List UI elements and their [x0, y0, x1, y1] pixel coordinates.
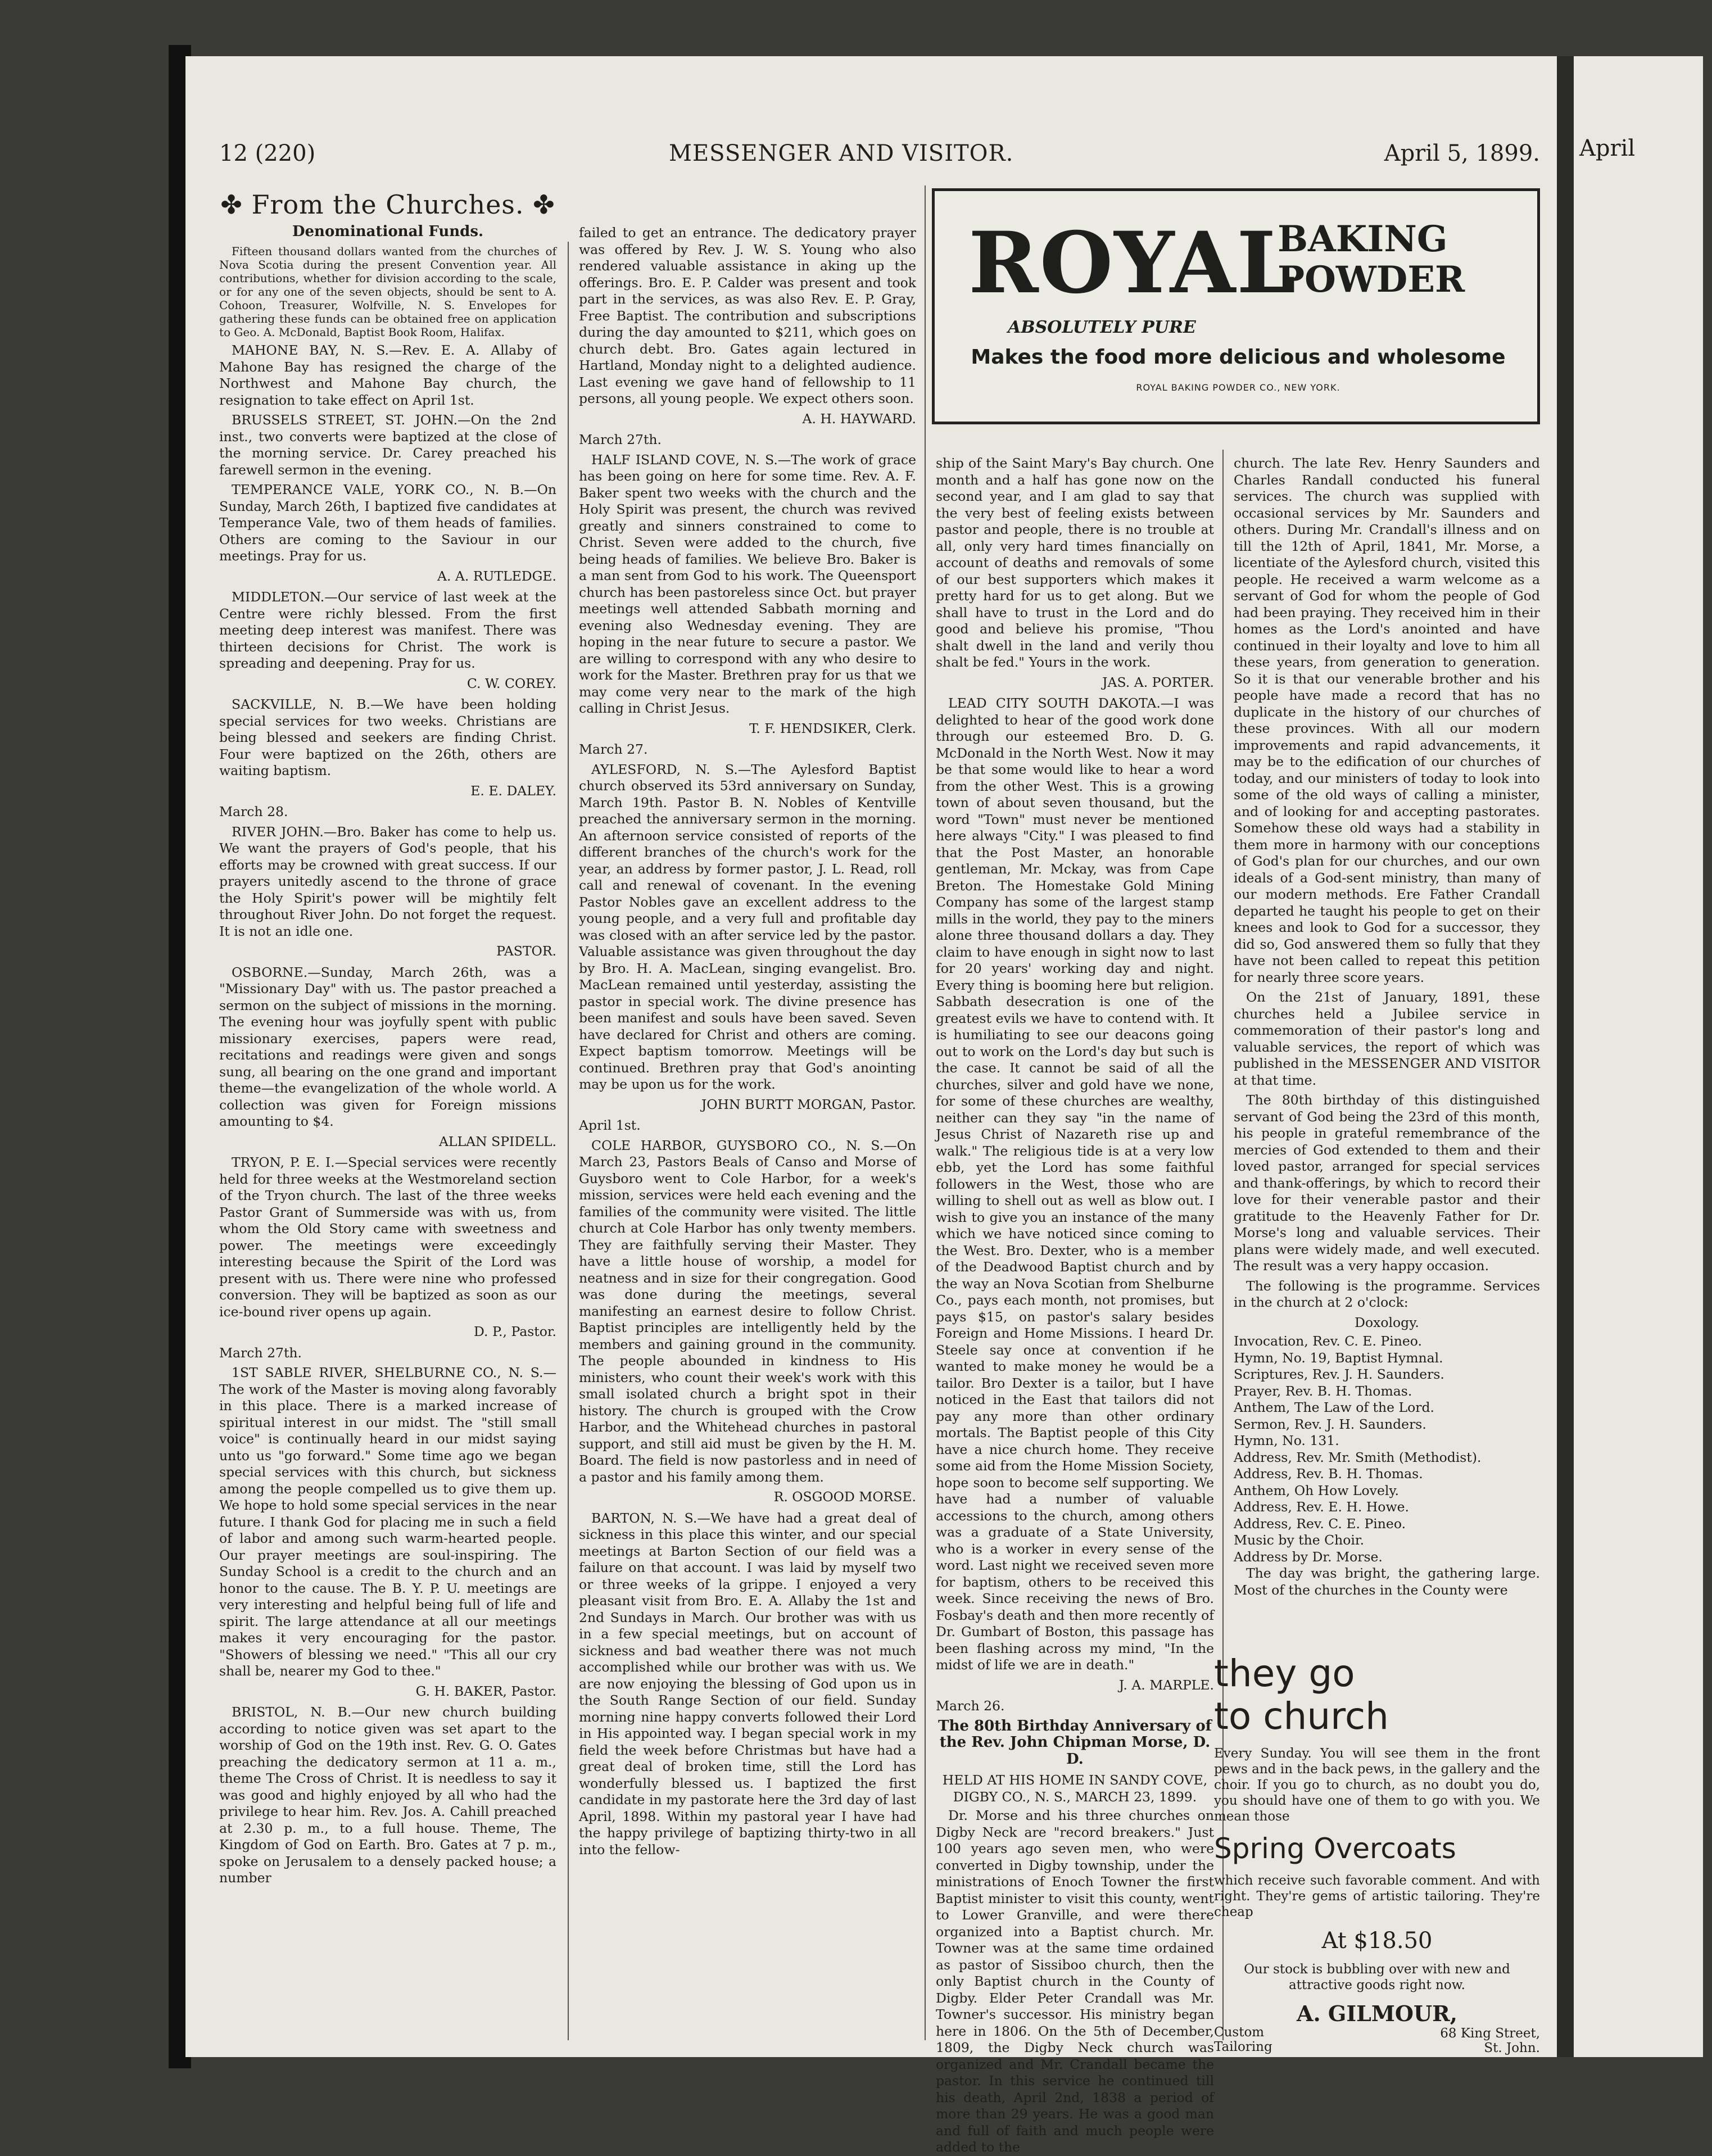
- programme-item: Address, Rev. Mr. Smith (Methodist).: [1234, 1449, 1482, 1465]
- ad-brand: ROYAL: [968, 214, 1297, 312]
- programme-item: Address by Dr. Morse.: [1234, 1548, 1383, 1565]
- section-title: ✤ From the Churches. ✤: [220, 189, 555, 220]
- paragraph: BARTON, N. S.—We have had a great deal of sickness in this place this winter, and our special meetings at Barton Section of our field was a failure on that account. I was laid by myself two or three weeks of la grippe. I enjoyed a very pleasant visit from Bro. E. A. Allaby the 1st and 2nd Sundays in March. Our brother was with us in a few special meetings, but on account of sickness and bad weather there was not much accomplished while our brother was with us. We are now enjoying the blessing of God upon us in the South Range Section of our field. Sunday morning nine happy converts followed their Lord in His appointed way. I began special work in my field the week before Christmas but have had a great deal of broken time, still the Lord has wonderfully blessed us. I baptized the first candidate in my pastorate here the 3rd day of last April, 1898. Within my pastoral year I have had the happy privilege of baptizing thirty-two in all into the fellow-: [579, 1510, 916, 1858]
- programme-item: Address, Rev. C. E. Pineo.: [1234, 1515, 1406, 1532]
- programme-item: Sermon, Rev. J. H. Saunders.: [1234, 1416, 1426, 1432]
- ad-product: Spring Overcoats: [1214, 1832, 1456, 1865]
- signature: C. W. COREY.: [467, 675, 556, 691]
- paragraph: LEAD CITY SOUTH DAKOTA.—I was delighted to hear of the good work done through our esteemed Bro. D. G. McDonald in the North West. Now it may be that some would like to hear a word from the other West. This is a growing town of about seven thousand, but the word "Town" must never be mentioned here always "City." I was pleased to find that the Post Master, an honorable gentleman, Mr. Mckay, was from Cape Breton. The Homestake Gold Mining Company has some of the largest stamp mills in the world, they pay to the miners alone three thousand dollars a day. They claim to have enough in sight now to last for 20 years' working day and night. Every thing is booming here but religion. Sabbath desecration is one of the greatest evils we have to contend with. It is humiliating to see our deacons going out to work on the Lord's day but such is the case. It cannot be said of all the churches, silver and gold have we none, for some of these churches are wealthy, neither can they say "in the name of Jesus Christ of Nazareth rise up and walk." The religious tide is at a very low ebb, yet the Lord has some faithful followers in the West, those who are willing to shell out as well as blow out. I wish to give you an instance of the many which we have noticed since coming to the West. Bro. Dexter, who is a member of the Deadwood Baptist church and by the way an Nova Scotian from Shelburne Co., pays each month, not promises, but pays $15, on pastor's salary besides Foreign and Home Missions. I heard Dr. Steele say once at convention if he wanted to make money he would be a tailor. Bro Dexter is a tailor, but I have noticed in the East that tailors did not pay any more than other ordinary mortals. The Baptist people of this City have a nice church home. They receive some aid from the Home Mission Society, hope soon to become self supporting. We have had a number of valuable accessions to the church, among others was a graduate of a State University, who is a worker in every sense of the word. Last night we received seven more for baptism, others to be received this week. Since receiving the news of Bro. Fosbay's death and then more recently of Dr. Gumbart of Boston, this passage has been flashing across my mind, "In the midst of life we are in death.": [936, 695, 1214, 1673]
- ad-merchant: A. GILMOUR,: [1296, 2001, 1457, 2026]
- paragraph: ship of the Saint Mary's Bay church. One month and a half has gone now on the second year, and I am glad to say that the very best of feeling exists between pastor and people, there is no trouble at all, only very hard times financially on account of deaths and removals of some of our best supporters which makes it pretty hard for us to get along. But we shall have to trust in the Lord and do good and believe his promise, "Thou shalt dwell in the land and verily thou shalt be fed." Yours in the work.: [936, 455, 1214, 670]
- article-column-3: [936, 455, 1214, 2155]
- ad-custom-tailoring: Custom Tailoring: [1214, 2025, 1272, 2054]
- signature: A. H. HAYWARD.: [802, 410, 916, 427]
- ad-body-3: Our stock is bubbling over with new and attractive goods right now.: [1244, 1962, 1510, 1992]
- centered-line: Doxology.: [1355, 1314, 1419, 1330]
- paragraph: Dr. Morse and his three churches on Digby Neck are "record breakers." Just 100 years ago seven men, who were converted in Digby township, under the ministrations of Enoch Towner the first Baptist minister to visit this county, went to Lower Granville, and were there organized into a Baptist church. Mr. Towner was at the same time ordained as pastor of Sissiboo church, then the only Baptist church in the County of Digby. Elder Peter Crandall was Mr. Towner's successor. His ministry began here in 1806. On the 5th of December, 1809, the Digby Neck church was organized and Mr. Crandall became the pastor. In this service he continued till his death, April 2nd, 1838 a period of more than 29 years. He was a good man and full of faith and much people were added to the: [936, 1808, 1214, 2155]
- paragraph: HALF ISLAND COVE, N. S.—The work of grace has been going on here for some time. Rev. A. F. Baker spent two weeks with the church and the Holy Spirit was present, the church was revived greatly and sinners constrained to come to Christ. Seven were added to the church, five being heads of families. We believe Bro. Baker is a man sent from God to his work. The Queensport church has been pastoreless since Oct. but prayer meetings well attended Sabbath morning and evening also Wednesday evening. They are hoping in the near future to secure a pastor. We are willing to correspond with any who desire to work for the Master. Brethren pray for us that we may come very near to the mark of the high calling in Christ Jesus.: [579, 451, 916, 716]
- signature: JAS. A. PORTER.: [1102, 674, 1214, 690]
- page-number: 12 (220): [219, 141, 316, 166]
- paragraph: MAHONE BAY, N. S.—Rev. E. A. Allaby of Mahone Bay has resigned the charge of the Northwest and Mahone Bay church, the resignation to take effect on April 1st.: [219, 342, 556, 408]
- signature: J. A. MARPLE.: [1118, 1677, 1214, 1693]
- programme-item: Anthem, The Law of the Lord.: [1234, 1399, 1434, 1415]
- paragraph: BRISTOL, N. B.—Our new church building according to notice given was set apart to the worship of God on the 19th inst. Rev. G. O. Gates preaching the dedicatory sermon at 11 a. m., theme The Cross of Christ. It is needless to say it was good and highly enjoyed by all who had the privilege to hear him. Rev. Jos. A. Cahill preached at 2.30 p. m., to a full house. Theme, The Kingdom of God on Earth. Bro. Gates at 7 p. m., spoke on Jerusalem to a densely packed house; a number: [219, 1704, 556, 1886]
- article-column-4: [1234, 455, 1540, 1641]
- dateline: March 26.: [936, 1698, 1005, 1714]
- article-heading: Denominational Funds.: [292, 223, 484, 240]
- paragraph: Fifteen thousand dollars wanted from the churches of Nova Scotia during the present Convention year. All contributions, whether for division according to the scale, or for any one of the seven objects, should be sent to A. Cohoon, Treasurer, Wolfville, N. S. Envelopes for gathering these funds can be obtained free on application to Geo. A. McDonald, Baptist Book Room, Halifax.: [219, 244, 556, 339]
- next-page-header: April: [1579, 135, 1636, 161]
- paragraph: The 80th birthday of this distinguished servant of God being the 23rd of this month, his people in grateful remembrance of the mercies of God extended to them and their loved pastor, arranged for special services and thank-offerings, by which to record their love for their venerable pastor and their gratitude to the Heavenly Father for Dr. Morse's long and valuable services. Their plans were widely made, and well executed. The result was a very happy occasion.: [1234, 1092, 1540, 1274]
- article-column-2: [579, 225, 916, 2051]
- column-rule: [925, 185, 926, 2040]
- masthead-title: MESSENGER AND VISITOR.: [669, 141, 1014, 166]
- signature: JOHN BURTT MORGAN, Pastor.: [701, 1096, 916, 1112]
- programme-item: Prayer, Rev. B. H. Thomas.: [1234, 1383, 1412, 1399]
- signature: R. OSGOOD MORSE.: [773, 1489, 916, 1505]
- paragraph: The day was bright, the gathering large. Most of the churches in the County were: [1234, 1565, 1540, 1598]
- paragraph: OSBORNE.—Sunday, March 26th, was a "Missionary Day" with us. The pastor preached a sermon on the subject of missions in the morning. The evening hour was joyfully spent with public missionary exercises, papers were read, recitations and readings were given and songs sung, all bearing on the one grand and important theme—the evangelization of the whole world. A collection was given for Foreign missions amounting to $4.: [219, 964, 556, 1129]
- paragraph: SACKVILLE, N. B.—We have been holding special services for two weeks. Christians are being blessed and seekers are finding Christ. Four were baptized on the 26th, others are waiting baptism.: [219, 696, 556, 778]
- paragraph: BRUSSELS STREET, ST. JOHN.—On the 2nd inst., two converts were baptized at the close of the morning service. Dr. Carey preached his farewell sermon in the evening.: [219, 412, 556, 478]
- signature: G. H. BAKER, Pastor.: [415, 1683, 556, 1699]
- newspaper-page: [185, 56, 1703, 2155]
- dateline: March 27th.: [579, 432, 662, 447]
- paragraph: MIDDLETON.—Our service of last week at the Centre were richly blessed. From the first meeting deep interest was manifest. There was thirteen decisions for Christ. The work is spreading and deepening. Pray for us.: [219, 589, 556, 671]
- signature: ALLAN SPIDELL.: [438, 1133, 556, 1149]
- paragraph: failed to get an entrance. The dedicatory prayer was offered by Rev. J. W. S. Young who also rendered valuable assistance in aking up the offerings. Bro. E. P. Calder was present and took part in the services, as was also Rev. E. P. Gray, Free Baptist. The contribution and subscriptions during the day amounted to $211, which goes on church debt. Bro. Gates again lectured in Hartland, Monday night to a delighted audience. Last evening we gave hand of fellowship to 11 persons, all young people. We expect others soon.: [579, 225, 916, 406]
- signature: PASTOR.: [496, 943, 556, 959]
- paragraph: AYLESFORD, N. S.—The Aylesford Baptist church observed its 53rd anniversary on Sunday, March 19th. Pastor B. N. Nobles of Kentville preached the anniversary sermon in the morning. An afternoon service consisted of reports of the different branches of the church's work for the year, an address by former pastor, J. L. Read, roll call and renewal of covenant. In the evening Pastor Nobles gave an excellent address to the young people, and a very full and profitable day was closed with an after service led by the pastor. Valuable assistance was given throughout the day by Bro. H. A. MacLean, singing evangelist. Bro. MacLean remained until yesterday, assisting the pastor in special work. The divine presence has been manifest and souls have been saved. Seven have declared for Christ and others are coming. Expect baptism tomorrow. Meetings will be continued. Brethren pray that God's anointing may be upon us for the work.: [579, 761, 916, 1092]
- royal-baking-powder-ad: [932, 188, 1540, 424]
- programme-item: Address, Rev. E. H. Howe.: [1234, 1499, 1409, 1515]
- dateline: March 27.: [579, 741, 648, 757]
- programme-item: Hymn, No. 131.: [1234, 1433, 1339, 1448]
- dateline: April 1st.: [579, 1117, 641, 1133]
- signature: E. E. DALEY.: [470, 782, 556, 799]
- issue-date: April 5, 1899.: [1384, 141, 1540, 166]
- programme-item: Address, Rev. B. H. Thomas.: [1234, 1466, 1423, 1482]
- article-heading: The 80th Birthday Anniversary of the Rev. John Chipman Morse, D. D.: [938, 1717, 1212, 1768]
- ad-body: Every Sunday. You will see them in the front pews and in the back pews, in the gallery and the choir. If you go to church, as no doubt you do, you should have one of them to go with you. We mean those: [1214, 1746, 1540, 1824]
- page-header: [219, 141, 1540, 180]
- programme-item: Hymn, No. 19, Baptist Hymnal.: [1234, 1349, 1443, 1366]
- ad-company: ROYAL BAKING POWDER CO., NEW YORK.: [1136, 382, 1340, 393]
- signature: A. A. RUTLEDGE.: [437, 568, 556, 584]
- programme-item: Invocation, Rev. C. E. Pineo.: [1234, 1333, 1422, 1349]
- ad-body-2: which receive such favorable comment. And with right. They're gems of artistic tailoring. They're cheap: [1214, 1873, 1540, 1919]
- programme-item: Anthem, Oh How Lovely.: [1234, 1482, 1399, 1498]
- paragraph: TEMPERANCE VALE, YORK CO., N. B.—On Sunday, March 26th, I baptized five candidates at Temperance Vale, two of them heads of families. Others are coming to the Saviour in our meetings. Pray for us.: [219, 482, 556, 564]
- dateline: March 27th.: [219, 1344, 302, 1361]
- programme-item: Scriptures, Rev. J. H. Saunders.: [1234, 1366, 1444, 1382]
- paragraph: COLE HARBOR, GUYSBORO CO., N. S.—On March 23, Pastors Beals of Canso and Morse of Guysboro went to Cole Harbor, for a week's mission, services were held each evening and the families of the community were visited. The little church at Cole Harbor has only twenty members. They are faithfully serving their Master. They have a little house of worship, a model for neatness and in size for their congregation. Good was done during the meetings, several manifesting an earnest desire to follow Christ. Baptist principles are intelligently held by the members and gaining ground in the community. The people abounded in kindness to His ministers, who count their week's work with this small isolated church a bright spot in their history. The church is grouped with the Crow Harbor, and the Whitehead churches in pastoral support, and still aid must be given by the H. M. Board. The field is now pastorless and in need of a pastor and his family among them.: [579, 1137, 916, 1485]
- paragraph: TRYON, P. E. I.—Special services were recently held for three weeks at the Westmoreland section of the Tryon church. The last of the three weeks Pastor Grant of Summerside was with us, from whom the Old Story came with sweetness and power. The meetings were exceedingly interesting because the Spirit of the Lord was present with us. There were nine who professed conversion. They will be baptized as soon as our ice-bound river opens up again.: [219, 1154, 556, 1320]
- article-column-1: [219, 191, 556, 2051]
- ad-headline: they go to church: [1214, 1652, 1389, 1738]
- dateline: March 28.: [219, 804, 288, 819]
- programme-item: Music by the Choir.: [1234, 1532, 1365, 1548]
- column-rule: [568, 242, 569, 2040]
- page-fold-gutter: [1557, 56, 1574, 2057]
- signature: T. F. HENDSIKER, Clerk.: [749, 720, 916, 736]
- paragraph: 1ST SABLE RIVER, SHELBURNE CO., N. S.—The work of the Master is moving along favorably in this place. There is a marked increase of spiritual interest in our midst. The "still small voice" is continually heard in our midst saying unto us "go forward." Some time ago we began special services with this church, but sickness among the people compelled us to give them up. We hope to hold some special services in the near future. I thank God for placing me in such a field of labor and among such warm-hearted people. Our prayer meetings are soul-inspiring. The Sunday School is a credit to the church and an honor to the cause. The B. Y. P. U. meetings are very interesting and helpful being full of life and spirit. The large attendance at all our meetings makes it very encouraging for the pastor. "Showers of blessing we need." "This all our cry shall be, nearer my God to thee.": [219, 1365, 556, 1679]
- signature: D. P., Pastor.: [474, 1324, 556, 1339]
- ad-pure-label: ABSOLUTELY PURE: [1008, 318, 1196, 337]
- paragraph: The following is the programme. Services in the church at 2 o'clock:: [1234, 1278, 1540, 1310]
- paragraph: church. The late Rev. Henry Saunders and Charles Randall conducted his funeral services. The church was supplied with occasional services by Mr. Saunders and others. During Mr. Crandall's illness and on till the 12th of April, 1841, Mr. Morse, a licentiate of the Aylesford church, visited this people. He received a warm welcome as a servant of God for whom the people of God had been praying. They received him in their homes as the Lord's anointed and have continued in their loyalty and love to him all these years, from generation to generation. So it is that our venerable brother and his people have made a record that has no duplicate in the history of our churches of these provinces. With all our modern improvements and rapid advancements, it may be to the edification of our churches of today, and our ministers of today to look into some of the old ways of calling a minister, and of looking for and accepting pastorates. Somehow these old ways had a stability in them more in harmony with our conceptions of God's plan for our churches, and our own ideals of a God-sent ministry, than many of our modern methods. Ere Father Crandall departed he taught his people to get on their knees and look to God for a successor, they did so, God answered them so fully that they have not been called to repeat this petition for nearly three score years.: [1234, 455, 1540, 985]
- ad-tagline: Makes the food more delicious and wholesome: [971, 346, 1506, 369]
- paragraph: RIVER JOHN.—Bro. Baker has come to help us. We want the prayers of God's people, that his efforts may be crowned with great success. If our prayers unitedly ascend to the throne of grace the Holy Spirit's power will be mightily felt throughout River John. Do not forget the request. It is not an idle one.: [219, 823, 556, 939]
- paragraph: On the 21st of January, 1891, these churches held a Jubilee service in commemoration of their pastor's long and valuable services, the report of which was published in the MESSENGER AND VISITOR at that time.: [1234, 989, 1540, 1088]
- ad-product-name: BAKING POWDER: [1278, 218, 1465, 301]
- ad-address: 68 King Street, St. John.: [1440, 2026, 1540, 2055]
- ad-price: At $18.50: [1321, 1928, 1433, 1954]
- centered-line: HELD AT HIS HOME IN SANDY COVE, DIGBY CO., N. S., MARCH 23, 1899.: [942, 1772, 1208, 1805]
- gilmour-overcoat-ad: [1214, 1652, 1540, 2055]
